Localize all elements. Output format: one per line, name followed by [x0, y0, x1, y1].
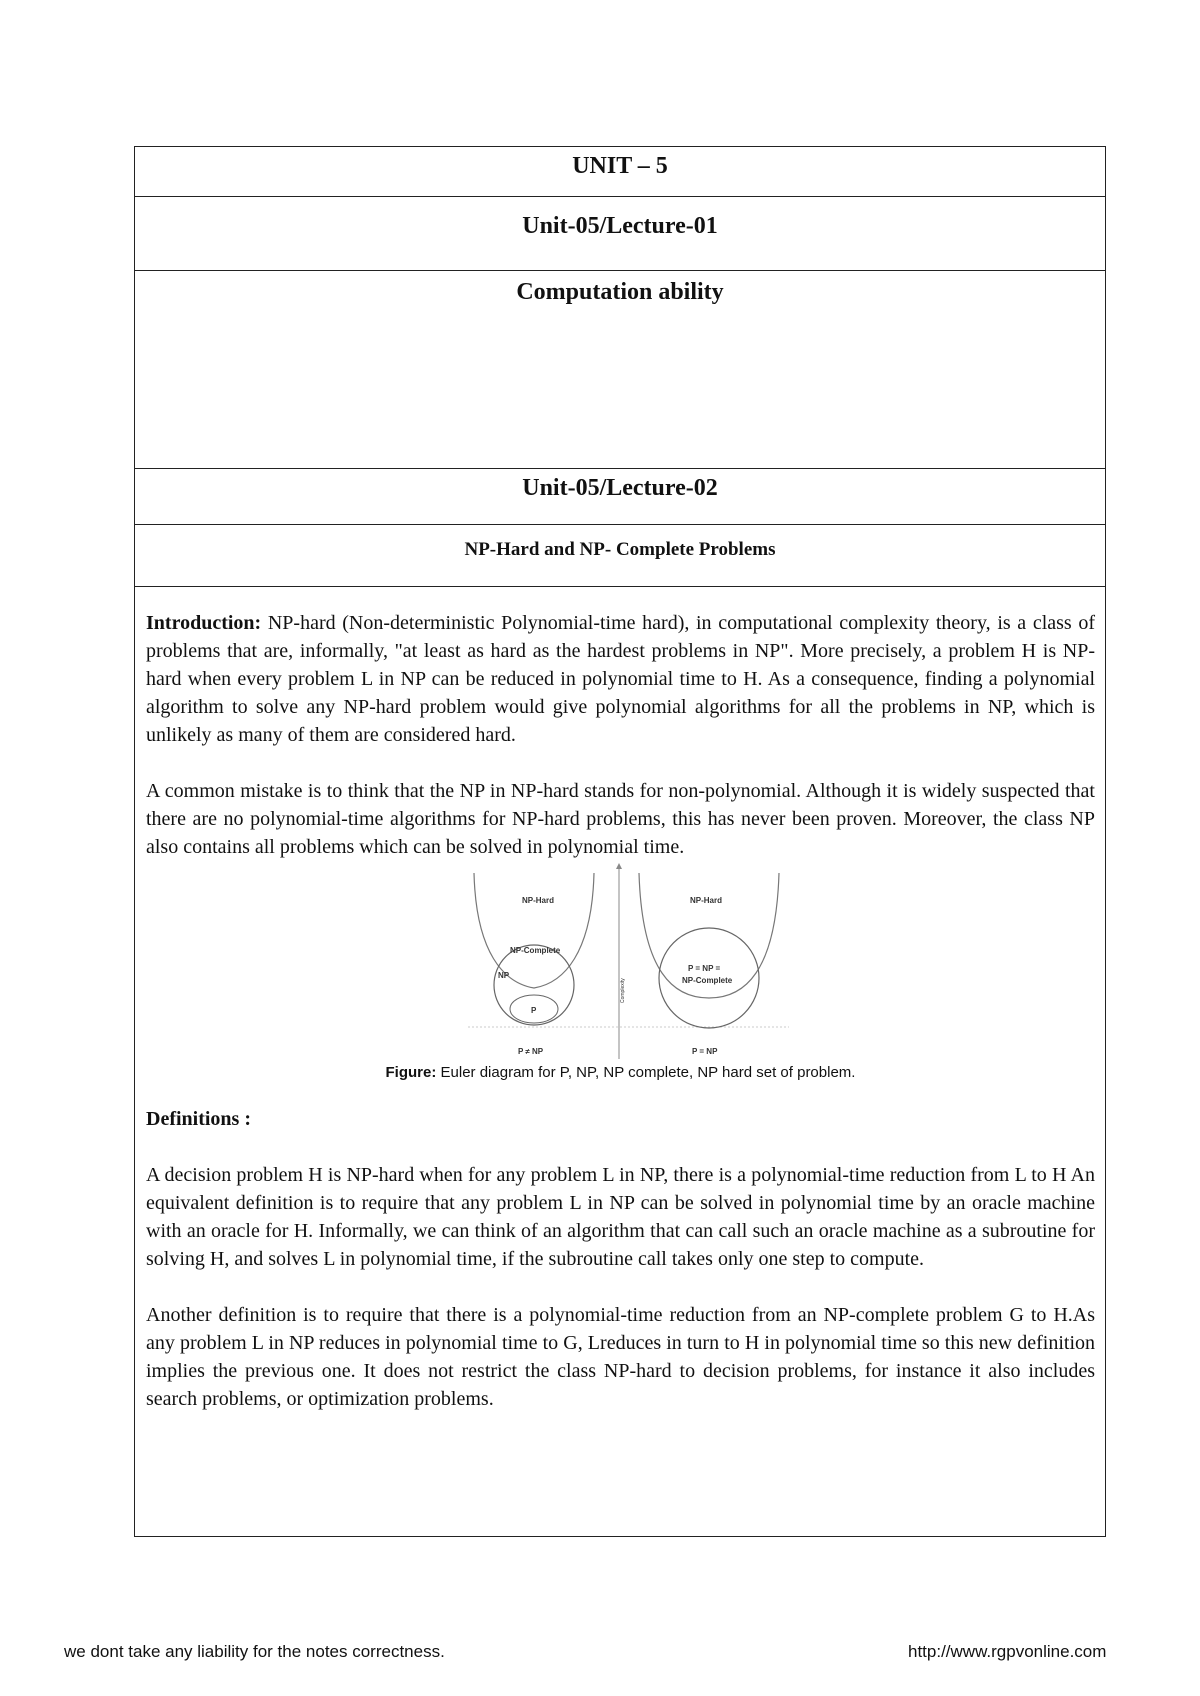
right-np-hard-label: NP-Hard	[690, 896, 723, 905]
right-center-label-1: P = NP =	[688, 964, 721, 973]
left-np-label: NP	[498, 971, 510, 980]
complexity-axis-arrow	[616, 863, 622, 869]
footer-website-link[interactable]: http://www.rgpvonline.com	[908, 1642, 1107, 1661]
definitions-paragraph-1: A decision problem H is NP-hard when for any problem L in NP, there is a polynomial-time reduction from L to H An equivalent definition is to require that any problem L in NP can be solved in polynomial time by an oracle machine with an oracle for H. Informally, we can think of an algorithm that can call such an oracle machine as a subroutine for solving H, and solves L in polynomial time, if the subroutine call takes only one step to compute.	[146, 1164, 1095, 1270]
intro-paragraph	[146, 609, 1095, 749]
left-np-complete-label: NP-Complete	[510, 946, 561, 955]
lecture-body	[135, 587, 1105, 1536]
left-np-hard-curve	[474, 873, 594, 988]
complexity-axis-label: Complexity	[620, 978, 626, 1003]
lecture-1-heading: Unit-05/Lecture-01	[135, 197, 1105, 271]
common-mistake-paragraph: A common mistake is to think that the NP in NP-hard stands for non-polynomial. Although it is widely suspected that there are no polynomial-time algorithms for NP-hard problems, this has never been proven. Moreover, the class NP also contains all problems which can be solved in polynomial time.	[146, 780, 1095, 858]
intro-text: NP-hard (Non-deterministic Polynomial-time hard), in computational complexity theory, is a class of problems that are, informally, "at least as hard as the hardest problems in NP". More precisely, a problem H is NP-hard when every problem L in NP can be reduced in polynomial time to H. As a consequence, finding a polynomial algorithm to solve any NP-hard problem would give polynomial algorithms for all the problems in NP, which is unlikely as many of them are considered hard.	[146, 612, 1095, 746]
definitions-heading: Definitions :	[146, 1108, 251, 1130]
left-caption-label: P ≠ NP	[518, 1047, 544, 1056]
lecture-2-title: NP-Hard and NP- Complete Problems	[135, 525, 1105, 587]
lecture-1-title: Computation ability	[135, 271, 1105, 469]
left-np-hard-label: NP-Hard	[522, 896, 555, 905]
caption-lead: Figure:	[385, 1064, 437, 1081]
right-caption-label: P = NP	[692, 1047, 718, 1056]
caption-text: Euler diagram for P, NP, NP complete, NP hard set of problem.	[436, 1064, 856, 1081]
left-p-label: P	[531, 1006, 537, 1015]
definitions-paragraph-2: Another definition is to require that there is a polynomial-time reduction from an NP-complete problem G to H.As any problem L in NP reduces in polynomial time to G, Lreduces in turn to H in polynomial time so this new definition implies the previous one. It does not restrict the class NP-hard to decision problems, for instance it also includes search problems, or optimization problems.	[146, 1304, 1095, 1410]
footer-disclaimer: we dont take any liability for the notes correctness.	[64, 1642, 445, 1661]
figure-caption	[146, 1063, 1095, 1083]
unit-heading: UNIT – 5	[135, 147, 1105, 197]
intro-lead: Introduction:	[146, 612, 262, 634]
lecture-notes-table	[134, 146, 1106, 1537]
lecture-2-heading: Unit-05/Lecture-02	[135, 469, 1105, 525]
euler-diagram-figure	[146, 863, 1095, 1063]
right-center-label-2: NP-Complete	[682, 976, 733, 985]
euler-diagram	[464, 863, 794, 1063]
